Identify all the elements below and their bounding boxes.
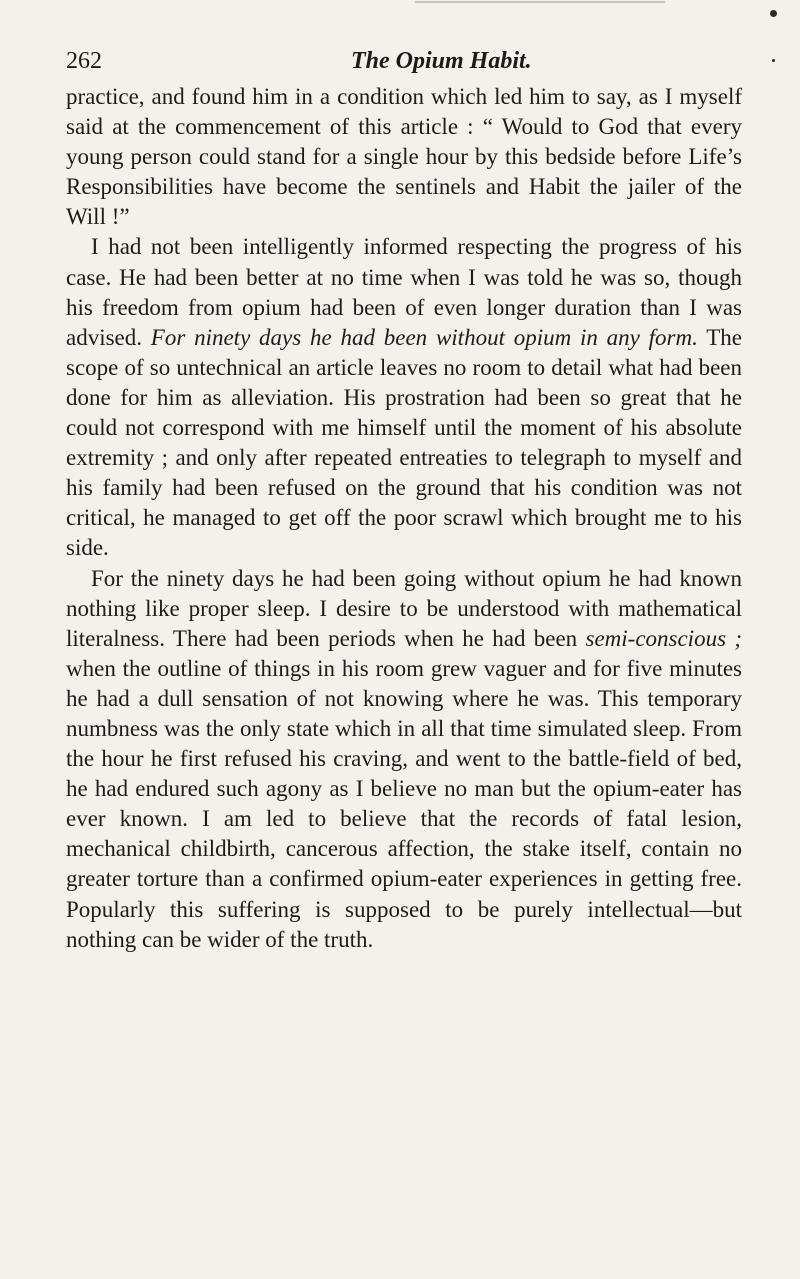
text-run: when the outline of things in his room grew vaguer and for five minutes he had a dull sensation of not knowing where he was. This temporary numbness was the only state which in all that time simulated sleep. From the hour he first refused his craving, and went to the battle-field of bed, he had endured such agony as I believe no man but the opium-eater has ever known. I am led to believe that the records of fatal lesion, mechanical childbirth, cancerous affection, the stake itself, contain no greater torture than a confirmed opium-eater experiences in getting free. Popularly this suffering is supposed to be purely intellectual—but nothing can be wider of the truth.: [66, 655, 742, 952]
text-run: I had not been intelligently informed respecting the progress of his case. He had been better at no time when I was told he was so, though his freedom from opium had been of even longer duration than I was advised.: [66, 234, 742, 350]
ink-fleck: [772, 59, 775, 62]
body-text: [66, 82, 742, 955]
text-run: For the ninety days he had been going without opium he had known nothing like proper sleep. I desire to be understood with mathematical literalness. There had been periods when he had been: [66, 565, 742, 651]
paragraph-sleep: [66, 564, 742, 955]
page-number: 262: [66, 48, 102, 74]
italic-phrase: For ninety days he had been without opium in any form.: [150, 324, 698, 350]
top-edge-mark: [415, 1, 665, 3]
ink-fleck: [770, 10, 777, 17]
italic-phrase: semi-conscious ;: [585, 625, 742, 651]
text-run: The scope of so untechnical an article leaves no room to detail what had been done for him as alleviation. His prostration had been so great that he could not correspond with me himself until the moment of his absolute extremity ; and only after repeated entreaties to telegraph to myself and his family had been refused on the ground that his condition was not critical, he managed to get off the poor scrawl which brought me to his side.: [66, 324, 743, 561]
running-head: [66, 44, 742, 78]
running-title: The Opium Habit.: [351, 48, 532, 74]
text-run: practice, and found him in a condition which led him to say, as I myself said at the commencement of this article : “ Would to God that every young person could stand for a single hour by this bedside before Life’s Responsibilities have become the sentinels and Habit the jailer of the Will !”: [66, 84, 742, 230]
paragraph-progress: [66, 232, 742, 563]
paragraph-continuation: [66, 82, 742, 232]
